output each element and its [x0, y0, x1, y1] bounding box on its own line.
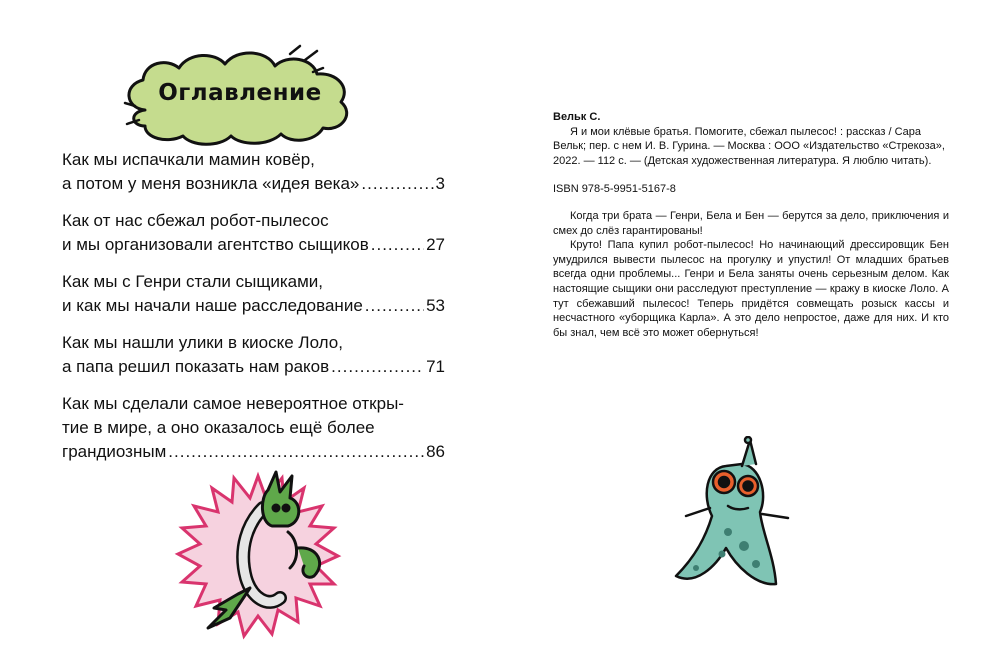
toc-entry-line: тие в мире, а оно оказалось ещё более: [62, 418, 375, 437]
toc-leader-dots: [329, 355, 424, 379]
toc-page-number: 27: [426, 235, 445, 254]
toc-leader-dots: [359, 172, 433, 196]
toc-entry-text: и как мы начали наше расследование: [62, 296, 363, 315]
toc-entry-last-line: [62, 355, 445, 379]
toc-title: Оглавление: [158, 80, 322, 106]
toc-title-cloud: [115, 40, 365, 150]
toc-entry-line: Как от нас сбежал робот-пылесос: [62, 211, 329, 230]
author-name: Вельк С.: [553, 111, 601, 123]
toc-entry-2[interactable]: [62, 209, 445, 257]
annotation-paragraph: Круто! Папа купил робот-пылесос! Но начинающий дрессировщик Бен умудрился вывести пылесос на прогулку и упустил! От младших братьев всегда одни проблемы... Генри и Бела заняты очень серьезным делом. Как настоящие сыщики они расследуют преступление — кражу в киоске Лоло. А тут сбежавший пылесос! Теперь придётся совмещать розыск кассы и несчастного «уборщика Карла». А это дело непростое, даже для них. И кто бы знал, чем всё это может обернуться!: [553, 239, 949, 339]
isbn: ISBN 978-5-9951-5167-8: [553, 183, 676, 196]
toc-page-number: 3: [435, 174, 445, 193]
toc-leader-dots: [363, 294, 424, 318]
toc-entry-3[interactable]: [62, 270, 445, 318]
toc-leader-dots: [166, 440, 424, 464]
toc-page-number: 71: [426, 357, 445, 376]
toc-page-number: 86: [426, 442, 445, 461]
book-annotation: [553, 209, 949, 340]
monster-illustration: [656, 436, 816, 596]
toc-entry-text: а папа решил показать нам раков: [62, 357, 330, 376]
toc-entry-last-line: [62, 440, 445, 464]
toc-entry-4[interactable]: [62, 331, 445, 379]
dragon-illustration: [168, 468, 348, 643]
toc-entry-line: Как мы сделали самое невероятное откры-: [62, 394, 404, 413]
toc-leader-dots: [369, 233, 424, 257]
right-page: [500, 0, 1000, 672]
table-of-contents: [62, 148, 445, 477]
toc-entry-line: Как мы с Генри стали сыщиками,: [62, 272, 324, 291]
toc-entry-5[interactable]: [62, 392, 445, 464]
toc-page-number: 53: [426, 296, 445, 315]
toc-entry-last-line: [62, 233, 445, 257]
toc-entry-text: и мы организовали агентство сыщиков: [62, 235, 369, 254]
toc-entry-line: Как мы нашли улики в киоске Лоло,: [62, 333, 343, 352]
annotation-paragraph: Когда три брата — Генри, Бела и Бен — берутся за дело, приключения и смех до слёз гарантированы!: [553, 209, 949, 237]
toc-entry-text: а потом у меня возникла «идея века»: [62, 174, 360, 193]
toc-entry-1[interactable]: [62, 148, 445, 196]
toc-entry-line: Как мы испачкали мамин ковёр,: [62, 150, 315, 169]
toc-entry-text: грандиозным: [62, 442, 167, 461]
book-description: Я и мои клёвые братья. Помогите, сбежал пылесос! : рассказ / Сара Вельк; пер. с нем И. В. Гурина. — Москва : ООО «Издательство «Стрекоза», 2022. — 112 с. — (Детская художественная литература. Я люблю читать).: [553, 125, 945, 167]
toc-entry-last-line: [62, 172, 445, 196]
toc-entry-last-line: [62, 294, 445, 318]
bibliographic-record: [553, 110, 949, 340]
